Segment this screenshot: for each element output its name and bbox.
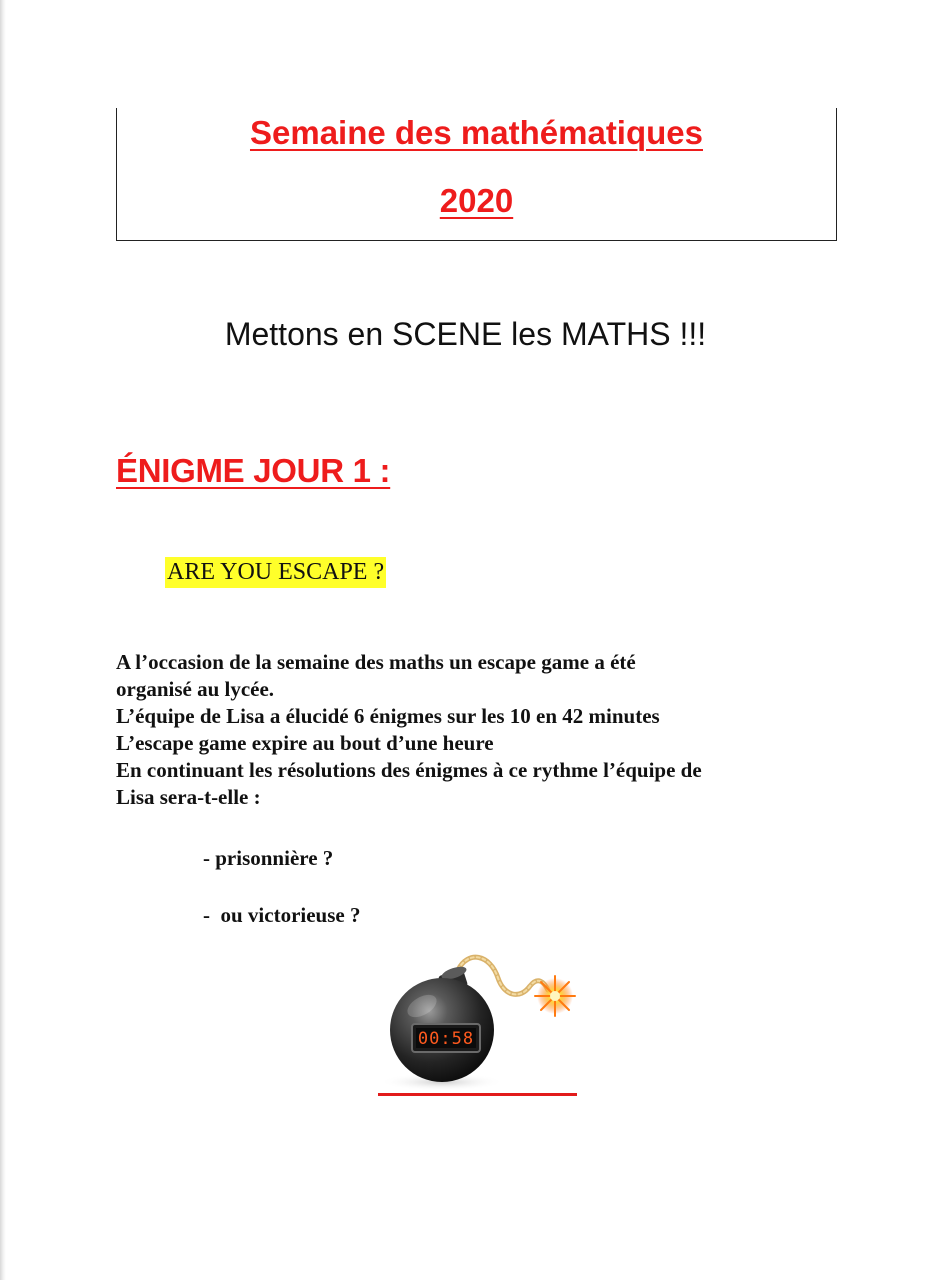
statement-line: A l’occasion de la semaine des maths un escape game a été [116, 650, 636, 674]
statement-line: Lisa sera-t-elle : [116, 785, 261, 809]
option-prisonniere: - prisonnière ? [203, 846, 334, 870]
header-title: Semaine des mathématiques [249, 114, 703, 151]
statement-line: L’escape game expire au bout d’une heure [116, 731, 494, 755]
enigme-statement [116, 649, 856, 811]
page-subtitle: Mettons en SCENE les MATHS !!! [224, 316, 707, 352]
illustration-underline [378, 1093, 577, 1096]
highlighted-tag: ARE YOU ESCAPE ? [165, 557, 386, 588]
timer-readout: 00:58 [417, 1029, 475, 1049]
option-victorieuse: - ou victorieuse ? [203, 903, 361, 927]
header-year: 2020 [439, 182, 514, 219]
statement-line: L’équipe de Lisa a élucidé 6 énigmes sur les 10 en 42 minutes [116, 704, 660, 728]
statement-line: En continuant les résolutions des énigmes à ce rythme l’équipe de [116, 758, 702, 782]
statement-line: organisé au lycée. [116, 677, 275, 701]
enigme-title: ÉNIGME JOUR 1 : [116, 452, 391, 489]
page-edge-shadow [0, 0, 6, 1280]
header-box [116, 108, 837, 241]
bomb-timer-icon [370, 948, 585, 1098]
